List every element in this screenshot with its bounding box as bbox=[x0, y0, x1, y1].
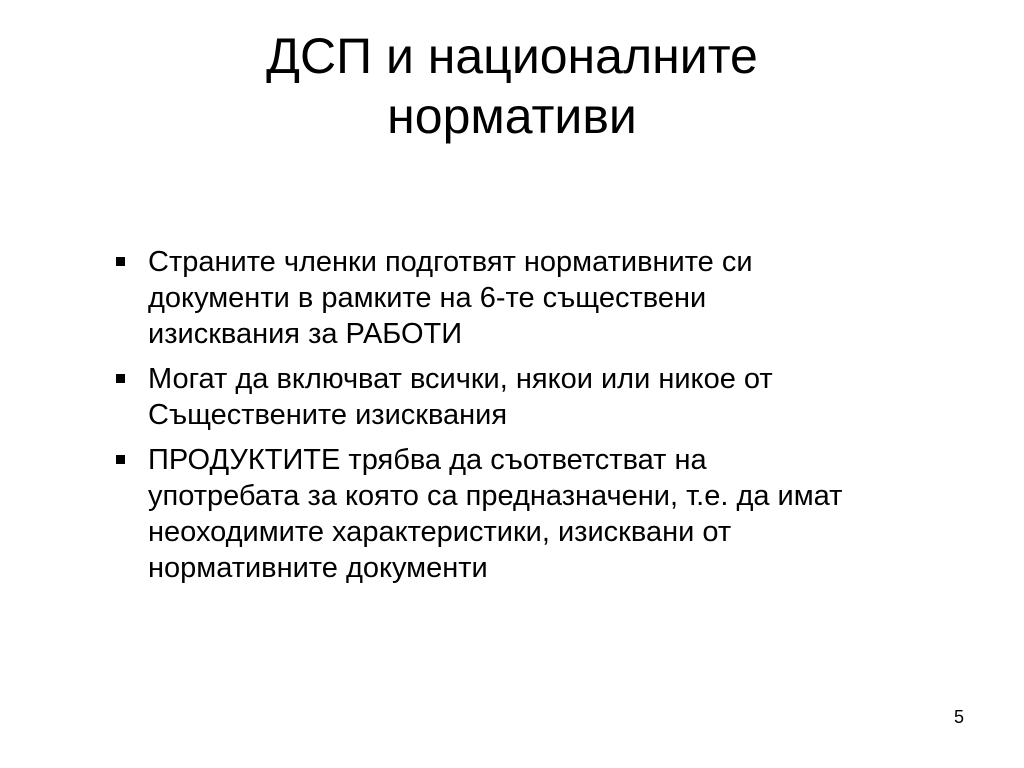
bullet-list bbox=[114, 244, 994, 595]
bullet-line: Страните членки подготвят нормативните си bbox=[148, 246, 753, 278]
bullet-line: Съществените изисквания bbox=[148, 399, 508, 431]
bullet-item bbox=[114, 244, 994, 352]
square-bullet-icon bbox=[116, 455, 125, 464]
slide-title-line: ДСП и националните bbox=[266, 28, 758, 84]
slide-title bbox=[0, 26, 1024, 146]
bullet-item bbox=[114, 361, 994, 433]
bullet-line: изисквания за РАБОТИ bbox=[148, 318, 463, 350]
bullet-item bbox=[114, 442, 994, 586]
bullet-line: документи в рамките на 6-те съществени bbox=[148, 282, 707, 314]
bullet-line: употребата за която са предназначени, т.е. да имат bbox=[148, 480, 843, 512]
bullet-line: Могат да включват всички, някои или никое от bbox=[148, 363, 773, 395]
slide-title-line: нормативи bbox=[387, 88, 637, 144]
bullet-text bbox=[148, 442, 994, 586]
bullet-text bbox=[148, 244, 994, 352]
bullet-line: ПРОДУКТИТЕ трябва да съответстват на bbox=[148, 444, 707, 476]
bullet-line: нормативните документи bbox=[148, 552, 488, 584]
square-bullet-icon bbox=[116, 257, 125, 266]
square-bullet-icon bbox=[116, 374, 125, 383]
page-number: 5 bbox=[953, 707, 964, 727]
bullet-line: неоходимите характеристики, изисквани от bbox=[148, 516, 732, 548]
bullet-text bbox=[148, 361, 994, 433]
